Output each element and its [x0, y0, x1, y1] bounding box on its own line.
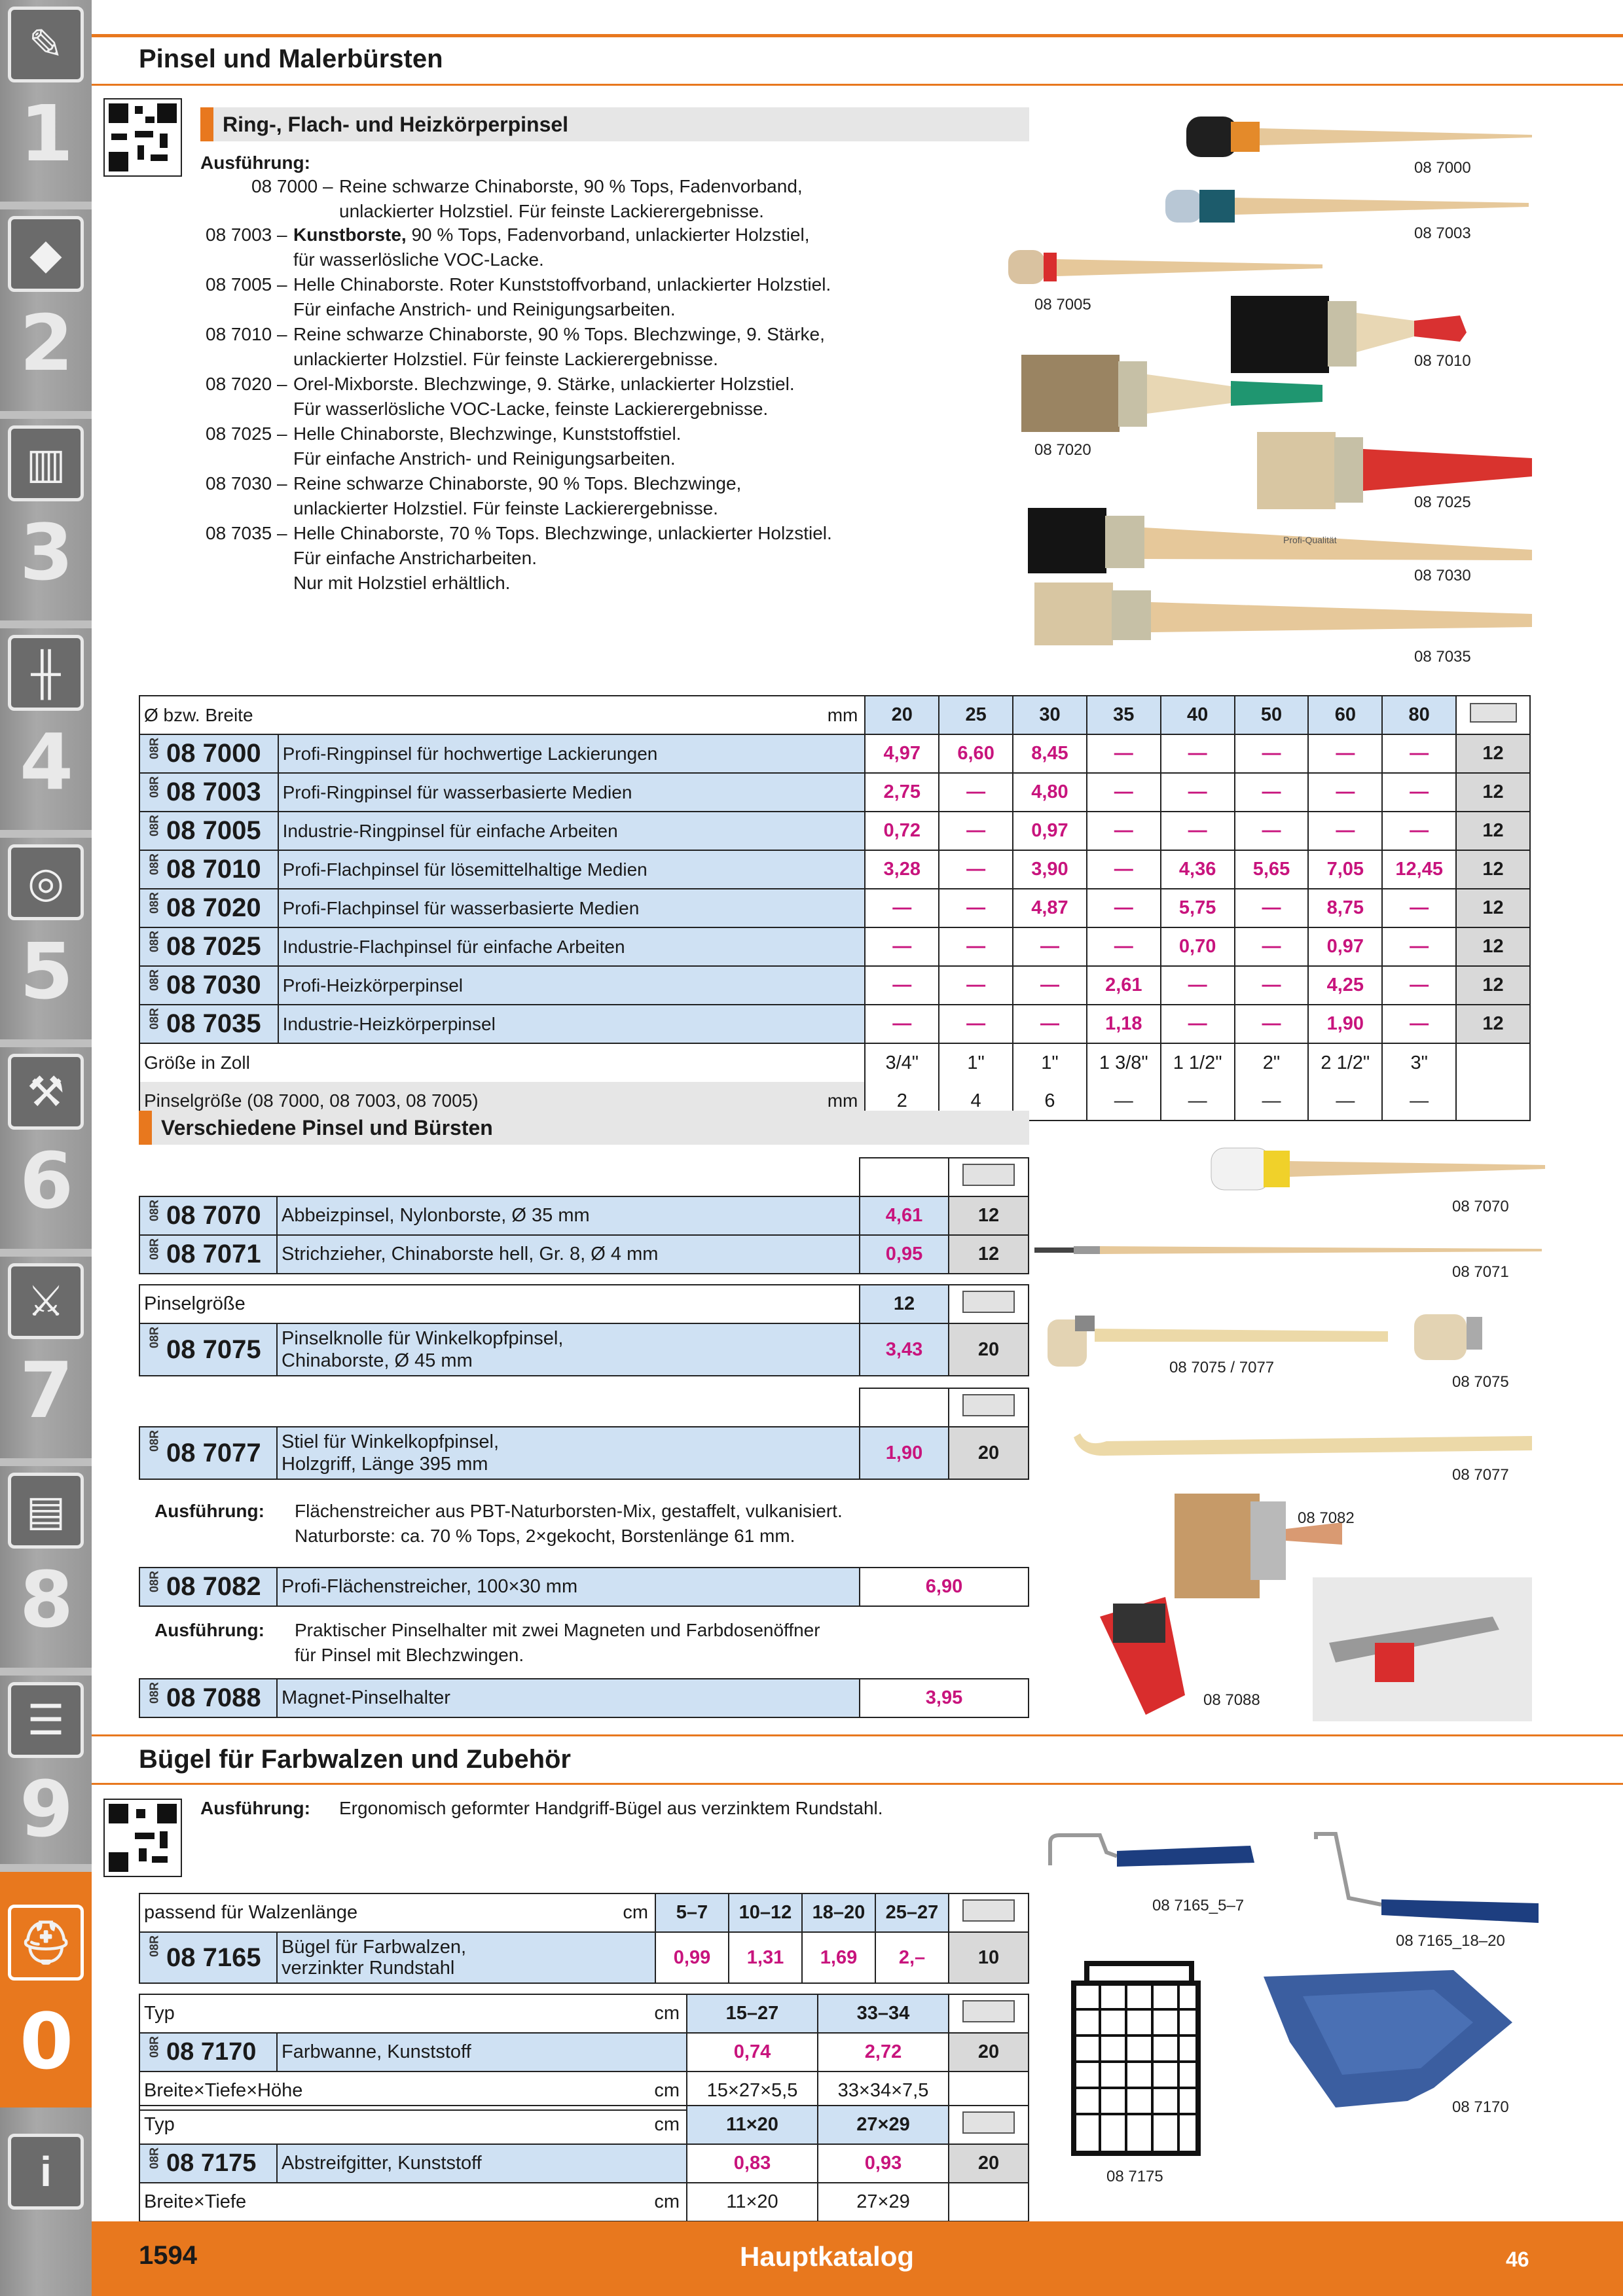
variant-description [339, 174, 803, 199]
pack-qty: 12 [1456, 812, 1530, 850]
description-line: Ergonomisch geformter Handgriff-Bügel aus verzinktem Rundstahl. [339, 1798, 883, 1818]
image-label: 08 7030 [1414, 567, 1471, 584]
table-row[interactable]: 08R 08 7005 Industrie-Ringpinsel für einfache Arbeiten 0,72 — 0,97 — — — — — 12 [139, 812, 1530, 850]
price-cell: 6,60 [939, 734, 1013, 773]
variant-description [293, 223, 810, 247]
price-cell: — [1382, 812, 1456, 850]
holder-photo-087088 [1313, 1577, 1532, 1721]
variant-description [293, 422, 681, 446]
table-row[interactable]: 08R 08 7071 Strichzieher, Chinaborste hell, Gr. 8, Ø 4 mm 0,95 12 [139, 1235, 1029, 1274]
inch-size: 1" [1013, 1043, 1087, 1082]
article-code: 08 7020 [166, 893, 261, 922]
package-unit-icon [1470, 703, 1517, 723]
handle-087077 [1074, 1433, 1532, 1456]
chapter-5-tab[interactable] [0, 838, 92, 1047]
paint-tray-table: Typ cm 15–27 33–34 08R 08 7170 Farbwanne, Kunststoff 0,74 2,72 20 Breite×Tiefe×Höhe cm 15×27×5,5 33×34×7,5 [139, 1994, 1029, 2111]
variant-description-text: 90 % Tops, Fadenvorband, unlackierter Holzstiel, [406, 224, 810, 245]
price-cell: — [1235, 773, 1309, 812]
price-cell: — [1235, 812, 1309, 850]
image-label: 08 7077 [1452, 1466, 1509, 1484]
brush-087071 [1034, 1246, 1542, 1254]
image-label: 08 7003 [1414, 224, 1471, 242]
chapter-7-tab[interactable] [0, 1257, 92, 1466]
article-description: Industrie-Ringpinsel für einfache Arbeiten [278, 812, 866, 850]
table-row[interactable]: 08R 08 7025 Industrie-Flachpinsel für einfache Arbeiten — — — — 0,70 — 0,97 — 12 [139, 927, 1530, 966]
subsection-header [139, 1111, 1029, 1145]
price-cell: 4,97 [865, 734, 939, 773]
chapter-1-tab[interactable] [0, 0, 92, 209]
inch-size: 3" [1382, 1043, 1456, 1082]
chapter-number: 6 [20, 1136, 74, 1226]
price-cell: 4,25 [1308, 966, 1382, 1005]
ausfuehrung-label: Ausführung: [200, 1798, 310, 1818]
price-cell: — [939, 812, 1013, 850]
price-cell: — [1382, 966, 1456, 1005]
misc-brush-table-5 [139, 1678, 1029, 1718]
variant-description: unlackierter Holzstiel. Für feinste Lackierergebnisse. [293, 498, 718, 518]
size-header: 25 [939, 696, 1013, 734]
price-cell: — [1161, 966, 1235, 1005]
article-description: Profi-Flachpinsel für wasserbasierte Medien [278, 889, 866, 927]
price-cell: 5,75 [1161, 889, 1235, 927]
image-label: 08 7020 [1034, 441, 1091, 459]
cutting-insert-icon: ◆ [8, 216, 84, 292]
package-unit-icon [962, 1164, 1015, 1186]
price-cell: 4,80 [1013, 773, 1087, 812]
variant-description-text: Helle Chinaborste, Blechzwinge, Kunststoffstiel. [293, 423, 682, 444]
price-cell: — [1161, 734, 1235, 773]
brush-087025 [1257, 432, 1532, 509]
price-cell: — [1235, 927, 1309, 966]
variant-description-text: Reine schwarze Chinaborste, 90 % Tops, Fadenvorband, [339, 176, 803, 196]
variant-description: Für wasserlösliche VOC-Lacke, feinste Lackierergebnisse. [293, 399, 769, 419]
price-cell: — [1308, 812, 1382, 850]
pack-qty: 12 [1456, 1005, 1530, 1043]
roller-frame-5-7 [1050, 1835, 1254, 1867]
table-row[interactable]: 08R 08 7020 Profi-Flachpinsel für wasserbasierte Medien — — 4,87 — 5,75 — 8,75 — 12 [139, 889, 1530, 927]
table-row[interactable]: 08R 08 7070 Abbeizpinsel, Nylonborste, Ø 35 mm 4,61 12 [139, 1196, 1029, 1235]
variant-description [293, 372, 795, 397]
table-row[interactable]: 08R 08 7165 Bügel für Farbwalzen, verzinkter Rundstahl 0,99 1,31 1,69 2,– 10 [139, 1932, 1029, 1983]
drill-bit-icon: ✎ [8, 7, 84, 82]
price-cell: — [865, 1005, 939, 1043]
variant-description-text: Reine schwarze Chinaborste, 90 % Tops. Blechzwinge, 9. Stärke, [293, 324, 825, 344]
table-row[interactable]: 08R 08 7003 Profi-Ringpinsel für wasserbasierte Medien 2,75 — 4,80 — — — — — 12 [139, 773, 1530, 812]
chapter-sidebar [0, 0, 92, 2296]
inch-size: 1 1/2" [1161, 1043, 1235, 1082]
image-label: 08 7025 [1414, 493, 1471, 511]
article-code: 08 7035 [166, 1009, 261, 1038]
row-label: Pinselgröße (08 7000, 08 7003, 08 7005) [144, 1090, 479, 1111]
variant-code: 08 7003 – [206, 224, 287, 245]
price-cell: 3,90 [1013, 850, 1087, 889]
chapter-2-tab[interactable] [0, 209, 92, 419]
brush-size: — [1161, 1082, 1235, 1121]
table-row[interactable]: 08R 08 7088 Magnet-Pinselhalter 3,95 [139, 1679, 1029, 1717]
variant-code: 08 7010 – [206, 324, 287, 344]
pliers-icon: ⚔ [8, 1263, 84, 1339]
section-title: Bügel für Farbwalzen und Zubehör [139, 1745, 571, 1774]
image-label: 08 7075 [1452, 1373, 1509, 1391]
brush-087035 [1034, 583, 1532, 645]
image-label: 08 7070 [1452, 1198, 1509, 1215]
subsection-title: Ring-, Flach- und Heizkörperpinsel [223, 113, 569, 136]
catalog-title: Hauptkatalog [740, 2241, 915, 2272]
pack-qty: 12 [1456, 734, 1530, 773]
price-cell: — [865, 927, 939, 966]
variant-description [293, 471, 741, 496]
brush-size: — [1235, 1082, 1309, 1121]
inch-size: 3/4" [865, 1043, 939, 1082]
brush-size: 2 [865, 1082, 939, 1121]
article-description: Industrie-Heizkörperpinsel [278, 1005, 866, 1043]
price-cell: 2,61 [1087, 966, 1161, 1005]
price-cell: — [939, 1005, 1013, 1043]
size-header: 60 [1308, 696, 1382, 734]
price-cell: 0,97 [1308, 927, 1382, 966]
chapter-number: 8 [20, 1554, 74, 1645]
price-cell: — [1013, 1005, 1087, 1043]
price-cell: — [1013, 927, 1087, 966]
image-label: 08 7010 [1414, 352, 1471, 370]
variant-description [293, 272, 831, 297]
price-cell: — [1013, 966, 1087, 1005]
ausfuehrung-label: Ausführung: [155, 1501, 264, 1521]
price-cell: 8,75 [1308, 889, 1382, 927]
section-rule [92, 34, 1623, 37]
image-label: 08 7165_5–7 [1152, 1897, 1245, 1914]
price-cell: — [1087, 927, 1161, 966]
table-row[interactable]: 08R 08 7010 Profi-Flachpinsel für lösemittelhaltige Medien 3,28 — 3,90 — 4,36 5,65 7,05 12,45 12 [139, 850, 1530, 889]
price-cell: 2,75 [865, 773, 939, 812]
price-cell: — [939, 850, 1013, 889]
misc-brush-illustrations [1034, 1145, 1545, 1721]
page-footer [92, 2221, 1623, 2296]
size-header: 30 [1013, 696, 1087, 734]
article-description: Profi-Flachpinsel für lösemittelhaltige Medien [278, 850, 866, 889]
inch-size: 1" [939, 1043, 1013, 1082]
package-unit-icon [962, 2000, 1015, 2022]
variant-description-text: Helle Chinaborste, 70 % Tops. Blechzwinge, unlackierter Holzstiel. [293, 523, 832, 543]
table-row[interactable]: 08R 08 7075 Pinselknolle für Winkelkopfpinsel, Chinaborste, Ø 45 mm 3,43 20 [139, 1323, 1029, 1376]
misc-brush-table-3 [139, 1388, 1029, 1480]
description-line: Naturborste: ca. 70 % Tops, 2×gekocht, Borstenlänge 61 mm. [295, 1526, 795, 1546]
variant-description-text: Orel-Mixborste. Blechzwinge, 9. Stärke, unlackierter Holzstiel. [293, 374, 795, 394]
price-cell: — [865, 889, 939, 927]
price-cell: — [1087, 889, 1161, 927]
grid-087175 [1074, 1964, 1198, 2153]
brush-size: — [1382, 1082, 1456, 1121]
price-cell: — [1235, 966, 1309, 1005]
grid-table: Typ cm 11×20 27×29 08R 08 7175 Abstreifgitter, Kunststoff 0,83 0,93 20 Breite×Tiefe cm 11×20 27×29 [139, 2105, 1029, 2222]
price-cell: 4,36 [1161, 850, 1235, 889]
qr-code[interactable] [103, 1799, 182, 1877]
price-cell: — [1382, 773, 1456, 812]
size-header: 35 [1087, 696, 1161, 734]
brush-size: — [1308, 1082, 1382, 1121]
chapter-number: 2 [20, 298, 74, 388]
chapter-number: 0 [20, 1996, 74, 2087]
subsection-header [200, 107, 1029, 141]
price-cell: — [1382, 1005, 1456, 1043]
price-cell: 0,70 [1161, 927, 1235, 966]
brush-size: 6 [1013, 1082, 1087, 1121]
qr-code[interactable] [103, 98, 182, 177]
price-cell: — [1308, 734, 1382, 773]
chapter-number: 1 [20, 88, 74, 179]
price-cell: — [1382, 927, 1456, 966]
safety-glasses-icon: ⛑ [8, 1905, 84, 1981]
image-label: 08 7088 [1203, 1691, 1260, 1709]
price-cell: — [939, 773, 1013, 812]
price-cell: 12,45 [1382, 850, 1456, 889]
brush-087000 [1186, 117, 1532, 157]
section-title: Pinsel und Malerbürsten [139, 45, 443, 73]
package-unit-icon [962, 1899, 1015, 1922]
variant-highlight: Kunstborste, [293, 224, 407, 245]
table-row[interactable]: 08R 08 7000 Profi-Ringpinsel für hochwertige Lackierungen 4,97 6,60 8,45 — — — — — 12 [139, 734, 1530, 773]
variant-description: Nur mit Holzstiel erhältlich. [293, 573, 511, 593]
chapter-0-tab[interactable] [0, 1872, 92, 2108]
row-label: Größe in Zoll [139, 1043, 865, 1082]
image-label: 08 7170 [1452, 2098, 1509, 2116]
image-label: 08 7075 / 7077 [1169, 1359, 1275, 1376]
price-cell: — [1235, 734, 1309, 773]
image-label: 08 7005 [1034, 296, 1091, 314]
size-header: 50 [1235, 696, 1309, 734]
saw-blade-icon: ◎ [8, 844, 84, 920]
article-code: 08 7025 [166, 932, 261, 961]
variant-code: 08 7030 – [206, 473, 287, 493]
price-cell: — [865, 966, 939, 1005]
description-line: Flächenstreicher aus PBT-Naturborsten-Mix, gestaffelt, vulkanisiert. [295, 1501, 843, 1521]
roller-frame-18-20 [1316, 1834, 1539, 1923]
holder-087088 [1100, 1597, 1185, 1715]
price-cell: 4,87 [1013, 889, 1087, 927]
pack-qty: 12 [1456, 773, 1530, 812]
variant-description: Für einfache Anstricharbeiten. [293, 548, 537, 568]
caliper-icon: ╫ [8, 635, 84, 711]
chuck-icon: ▥ [8, 425, 84, 501]
pack-qty: 12 [1456, 927, 1530, 966]
table-row[interactable]: 08R 08 7170 Farbwanne, Kunststoff 0,74 2,72 20 [139, 2033, 1029, 2072]
package-unit-icon [962, 1394, 1015, 1416]
article-description: Profi-Ringpinsel für hochwertige Lackierungen [278, 734, 866, 773]
variant-description-text: Helle Chinaborste. Roter Kunststoffvorband, unlackierter Holzstiel. [293, 274, 831, 295]
price-cell: 1,18 [1087, 1005, 1161, 1043]
price-cell: 1,90 [1308, 1005, 1382, 1043]
section-rule [92, 84, 1623, 86]
price-cell: — [1087, 773, 1161, 812]
price-cell: 3,28 [865, 850, 939, 889]
chapter-3-tab[interactable] [0, 419, 92, 628]
article-code: 08 7000 [166, 739, 261, 768]
inch-size: 1 3/8" [1087, 1043, 1161, 1082]
brush-size: 4 [939, 1082, 1013, 1121]
info-icon: i [8, 2134, 84, 2210]
price-cell: — [939, 966, 1013, 1005]
article-code: 08 7010 [166, 855, 261, 884]
info-tab[interactable] [0, 2121, 92, 2225]
workshop-cabinet-icon: ☰ [8, 1682, 84, 1758]
pack-qty: 12 [1456, 966, 1530, 1005]
variant-code: 08 7000 – [251, 176, 333, 196]
price-cell: 8,45 [1013, 734, 1087, 773]
price-cell: — [939, 889, 1013, 927]
pack-qty: 12 [1456, 889, 1530, 927]
chapter-9-tab[interactable] [0, 1676, 92, 1872]
table-row[interactable]: 08R 08 7082 Profi-Flächenstreicher, 100×30 mm 6,90 [139, 1568, 1029, 1606]
brush-087005 [1008, 250, 1322, 284]
article-description: Profi-Ringpinsel für wasserbasierte Medien [278, 773, 866, 812]
image-label: 08 7175 [1106, 2168, 1163, 2185]
article-code: 08 7003 [166, 778, 261, 806]
description-line: Praktischer Pinselhalter mit zwei Magneten und Farbdosenöffner [295, 1620, 820, 1640]
variant-description: für wasserlösliche VOC-Lacke. [293, 249, 544, 270]
price-cell: — [1382, 889, 1456, 927]
chapter-number: 4 [20, 717, 74, 807]
chapter-4-tab[interactable] [0, 628, 92, 838]
variant-code: 08 7020 – [206, 374, 287, 394]
roller-accessory-illustrations [1041, 1826, 1539, 2206]
brush-087030 [1028, 508, 1532, 573]
variant-code: 08 7025 – [206, 423, 287, 444]
price-cell: — [1087, 812, 1161, 850]
brush-087003 [1165, 190, 1529, 223]
variant-code: 08 7035 – [206, 523, 287, 543]
variant-description: Für einfache Anstrich- und Reinigungsarbeiten. [293, 299, 676, 319]
image-label: 08 7000 [1414, 159, 1471, 177]
misc-brush-table-4 [139, 1567, 1029, 1607]
tray-087170 [1264, 1970, 1512, 2108]
package-unit-icon [962, 1291, 1015, 1313]
package-unit-icon [962, 2111, 1015, 2134]
chapter-8-tab[interactable] [0, 1466, 92, 1676]
price-cell: — [1382, 734, 1456, 773]
wrench-icon: ⚒ [8, 1054, 84, 1130]
page-number: 1594 [139, 2241, 197, 2270]
brush-size: — [1087, 1082, 1161, 1121]
image-label: 08 7165_18–20 [1396, 1932, 1505, 1950]
article-description: Profi-Heizkörperpinsel [278, 966, 866, 1005]
variant-description: Für einfache Anstrich- und Reinigungsarbeiten. [293, 448, 676, 469]
article-description: Industrie-Flachpinsel für einfache Arbeiten [278, 927, 866, 966]
section-rule [92, 1783, 1623, 1785]
variant-description-text: Reine schwarze Chinaborste, 90 % Tops. Blechzwinge, [293, 473, 742, 493]
image-label: 08 7035 [1414, 648, 1471, 666]
article-code: 08 7005 [166, 816, 261, 845]
unit-label: mm [827, 704, 858, 725]
roller-frame-table: passend für Walzenlänge cm 5–7 10–12 18–20 25–27 08R 08 7165 Bügel für Farbwalzen, verzinkter Rundstahl 0,99 1,31 1,69 2,– 10 [139, 1893, 1029, 1984]
subsection-title: Verschiedene Pinsel und Bürsten [161, 1116, 493, 1139]
chapter-number: 3 [20, 507, 74, 598]
price-cell: — [1087, 734, 1161, 773]
col-label: Ø bzw. Breite [144, 704, 253, 725]
price-cell: — [1087, 850, 1161, 889]
image-label: 08 7082 [1298, 1509, 1355, 1527]
price-cell: 0,97 [1013, 812, 1087, 850]
variant-code: 08 7005 – [206, 274, 287, 295]
variant-description [293, 322, 825, 347]
article-code: 08 7030 [166, 971, 261, 999]
toolcase-icon: ▤ [8, 1473, 84, 1549]
price-cell: — [1161, 773, 1235, 812]
size-header: 20 [865, 696, 939, 734]
table-row[interactable]: 08R 08 7030 Profi-Heizkörperpinsel — — — 2,61 — — 4,25 — 12 [139, 966, 1530, 1005]
image-label: 08 7071 [1452, 1263, 1509, 1281]
price-cell: 5,65 [1235, 850, 1309, 889]
table-row[interactable]: 08R 08 7035 Industrie-Heizkörperpinsel — — — 1,18 — — 1,90 — 12 [139, 1005, 1530, 1043]
price-cell: — [1235, 1005, 1309, 1043]
section-rule [92, 1734, 1623, 1736]
size-header: 80 [1382, 696, 1456, 734]
description-line: für Pinsel mit Blechzwingen. [295, 1645, 524, 1665]
price-cell: 0,72 [865, 812, 939, 850]
table-row[interactable]: 08R 08 7175 Abstreifgitter, Kunststoff 0,83 0,93 20 [139, 2144, 1029, 2183]
ausfuehrung-label: Ausführung: [155, 1620, 264, 1640]
chapter-number: 7 [20, 1345, 74, 1435]
price-cell: — [1308, 773, 1382, 812]
misc-brush-table-1 [139, 1157, 1029, 1274]
variant-description [293, 521, 832, 546]
chapter-6-tab[interactable] [0, 1047, 92, 1257]
size-header: 40 [1161, 696, 1235, 734]
brush-087070 [1211, 1148, 1545, 1190]
table-row[interactable]: 08R 08 7077 Stiel für Winkelkopfpinsel, Holzgriff, Länge 395 mm 1,90 20 [139, 1427, 1029, 1479]
price-cell: — [939, 927, 1013, 966]
inch-size: 2" [1235, 1043, 1309, 1082]
footer-ref: 46 [1506, 2248, 1529, 2271]
pack-qty: 12 [1456, 850, 1530, 889]
inch-size: 2 1/2" [1308, 1043, 1382, 1082]
brush-087075 [1414, 1314, 1482, 1360]
price-cell: — [1161, 1005, 1235, 1043]
price-cell: 7,05 [1308, 850, 1382, 889]
chapter-number: 5 [20, 926, 74, 1016]
price-cell: — [1161, 812, 1235, 850]
handle-imprint: Profi-Qualität [1283, 535, 1337, 545]
misc-brush-table-2: Pinselgröße 12 08R 08 7075 Pinselknolle für Winkelkopfpinsel, Chinaborste, Ø 45 mm 3,43 20 [139, 1284, 1029, 1376]
chapter-number: 9 [20, 1764, 74, 1854]
ausfuehrung-label: Ausführung: [200, 152, 310, 173]
brush-price-table: Ø bzw. Breite mm 20 25 30 35 40 50 60 80 08R 08 7000 Profi-Ringpinsel für hochwertige Lackierungen 4,97 6,60 8,45 — — — — — 12 08R 08 7003 Profi-Ringpinsel für wasserbasierte Medien 2,75 — 4,80 — — — — — 12 08R 08 7005 Industrie-Ringpinsel für einfache Arbeiten 0,72 — 0,97 — — — — — 12 08R 08 7010 Profi-Flachpinsel für lösemittelhaltige Medien 3,28 — 3,90 — 4,36 5,65 7,05 12,45 12 08R 08 7020 Profi-Flachpinsel für wasserbasierte Medien — — 4,87 — 5,75 — 8,75 — 12 08R 08 7025 Industrie-Flachpinsel für einfache Arbeiten — — — — 0,70 — 0,97 — 12 08R 08 7030 Profi-Heizkörperpinsel — — — 2,61 — — 4,25 — 12 08R 08 7035 Industrie-Heizkörperpinsel — — — 1,18 — — 1,90 — 12 Größe in Zoll 3/4" 1" 1" 1 3/8" 1 1/2" 2" 2 1/2" 3" Pinselgröße (08 7000, 08 7003, 08 7005) mm 2 4 6 — — — — — [139, 695, 1531, 1121]
price-cell: — [1235, 889, 1309, 927]
variant-description: unlackierter Holzstiel. Für feinste Lackierergebnisse. [339, 201, 764, 221]
variant-description: unlackierter Holzstiel. Für feinste Lackierergebnisse. [293, 349, 718, 369]
